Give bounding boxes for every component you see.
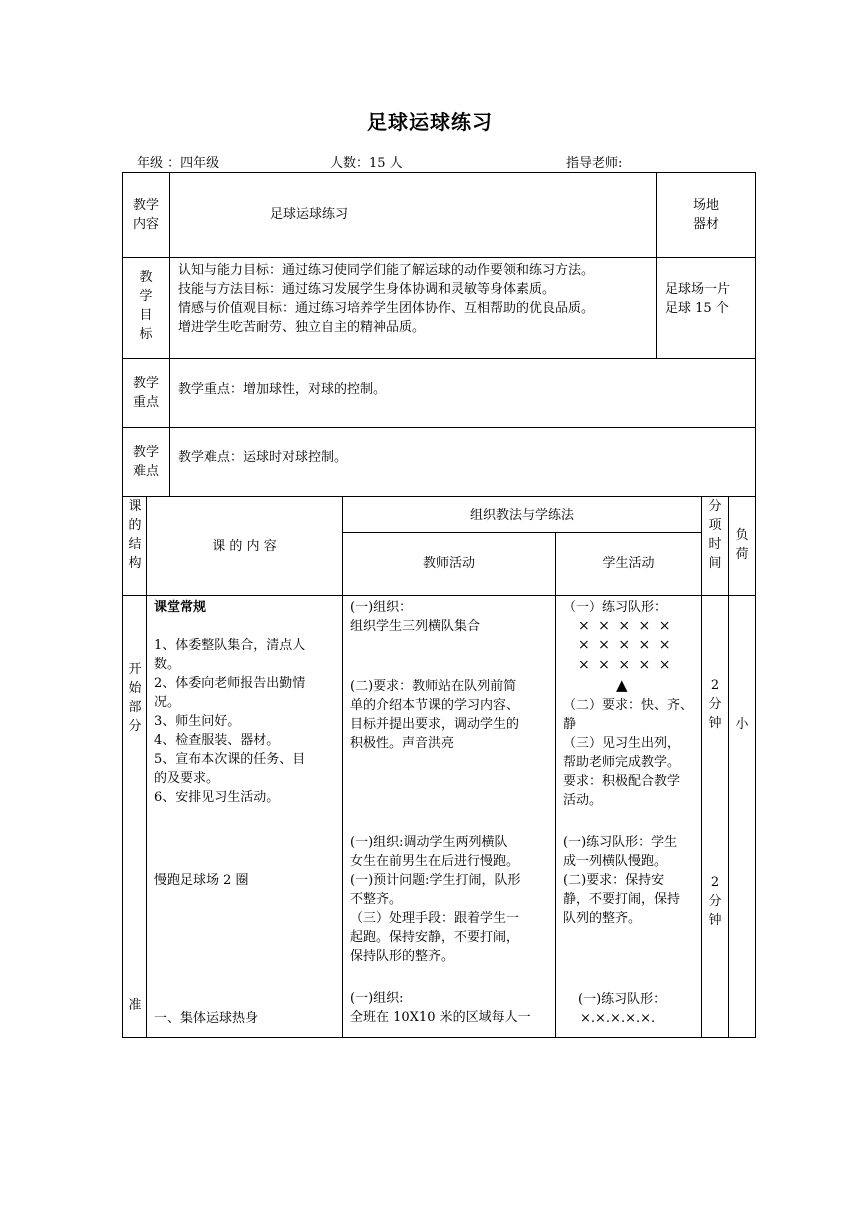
time-header: 分 项 时 间 [708, 499, 722, 571]
section-prep-label: 准 [128, 998, 142, 1013]
page-title: 足球运球练习 [367, 110, 493, 134]
count-label: 人数：15 人 [330, 156, 403, 171]
teacher-label: 指导老师: [566, 156, 623, 171]
jog-content: 慢跑足球场 2 圈 [154, 873, 249, 888]
time-value-2: 2 分 钟 [708, 875, 722, 928]
load-value: 小 [735, 717, 749, 732]
warmup-content: 一、集体运球热身 [154, 1011, 259, 1026]
content-value: 足球运球练习 [270, 207, 349, 222]
student-requirements-1: （二）要求：快、齐、 静 （三）见习生出列， 帮助老师完成教学。 要求：积极配合教学 活动。 [563, 698, 694, 808]
formation-row-dotted: ×.×.×.×.×. [580, 1011, 656, 1026]
routine-items: 1、体委整队集合，清点人 数。 2、体委向老师报告出勤情 况。 3、师生问好。 4、检查服装、器材。 5、宣布本次课的任务、目 的及要求。 6、安排见习生活动。 [154, 638, 306, 805]
teacher-activity-1a: (一)组织： 组织学生三列横队集合 [350, 600, 481, 634]
student-formation-head: （一）练习队形： [563, 600, 668, 615]
student-activity-2: (一)练习队形：学生 成一列横队慢跑。 (二)要求：保持安 静，不要打闹，保持 队列的整齐。 [563, 835, 681, 926]
content-label: 教学 内容 [132, 198, 159, 232]
teacher-activity-2: (一)组织:调动学生两列横队 女生在前男生在后进行慢跑。 (一)预计问题:学生打闹，队形 不整齐。 （三）处理手段：跟着学生一 起跑。保持安静，不要打闹， 保持队形的整齐。 [350, 835, 521, 964]
grade-label: 年级 ：四年级 [137, 156, 220, 171]
key-value: 教学重点：增加球性，对球的控制。 [178, 382, 387, 397]
section-start-label: 开 始 部 分 [128, 662, 142, 734]
goals-text [178, 261, 654, 337]
content-header: 课 的 内 容 [212, 539, 277, 554]
student-formation-head-3: (一)练习队形： [578, 992, 667, 1007]
goal-line: 增进学生吃苦耐劳、独立自主的精神品质。 [178, 320, 426, 335]
routine-title: 课堂常规 [154, 600, 207, 615]
teacher-activity-1b: (二)要求：教师站在队列前简 单的介绍本节课的学习内容、 目标并提出要求，调动学生的 积极性。声音洪亮 [350, 679, 520, 751]
teacher-marker-icon: ▲ [616, 676, 628, 694]
teacher-activity-3: (一)组织: 全班在 10X10 米的区域每人一 [350, 991, 531, 1025]
time-value-1: 2 分 钟 [708, 678, 722, 731]
teacher-activity-header: 教师活动 [422, 556, 475, 571]
key-label: 教学 重点 [132, 376, 159, 410]
structure-header: 课 的 结 构 [128, 499, 142, 571]
goal-line: 认知与能力目标：通过练习使同学们能了解运球的动作要领和练习方法。 [178, 263, 595, 278]
formation-row: × × × × × [578, 657, 673, 673]
venue-value: 足球场一片 足球 15 个 [665, 282, 731, 316]
difficulty-value: 教学难点：运球时对球控制。 [178, 450, 348, 465]
method-header: 组织教法与学练法 [469, 508, 574, 523]
formation-row: × × × × × [578, 618, 673, 634]
load-header: 负 荷 [735, 528, 749, 562]
goal-line: 情感与价值观目标：通过练习培养学生团体协作、互相帮助的优良品质。 [178, 301, 595, 316]
difficulty-label: 教学 难点 [132, 445, 159, 479]
goals-label: 教 学 目 标 [139, 270, 153, 342]
formation-row: × × × × × [578, 637, 673, 653]
venue-label: 场地 器材 [692, 198, 719, 232]
student-activity-header: 学生活动 [602, 556, 655, 571]
goal-line: 技能与方法目标：通过练习发展学生身体协调和灵敏等身体素质。 [178, 282, 556, 297]
